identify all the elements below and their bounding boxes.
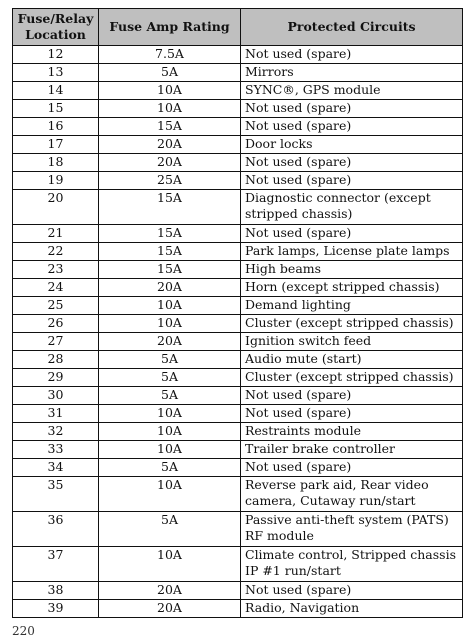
page-number: 220 bbox=[12, 624, 35, 638]
location-cell: 34 bbox=[13, 459, 99, 477]
rating-cell: 5A bbox=[99, 64, 241, 82]
rating-cell: 10A bbox=[99, 547, 241, 582]
table-row bbox=[13, 369, 463, 387]
location-cell: 26 bbox=[13, 315, 99, 333]
table-row bbox=[13, 387, 463, 405]
fuse-relay-table bbox=[12, 8, 463, 618]
table-row bbox=[13, 136, 463, 154]
rating-cell: 7.5A bbox=[99, 46, 241, 64]
rating-cell: 10A bbox=[99, 423, 241, 441]
location-cell: 38 bbox=[13, 582, 99, 600]
table-row bbox=[13, 172, 463, 190]
rating-cell: 15A bbox=[99, 261, 241, 279]
rating-cell: 15A bbox=[99, 118, 241, 136]
location-cell: 18 bbox=[13, 154, 99, 172]
location-cell: 30 bbox=[13, 387, 99, 405]
circuits-cell: Trailer brake controller bbox=[241, 441, 463, 459]
rating-cell: 20A bbox=[99, 600, 241, 618]
rating-cell: 10A bbox=[99, 441, 241, 459]
table-row bbox=[13, 190, 463, 225]
location-cell: 22 bbox=[13, 243, 99, 261]
table-row bbox=[13, 64, 463, 82]
rating-cell: 5A bbox=[99, 369, 241, 387]
circuits-cell: Reverse park aid, Rear video camera, Cutaway run/start bbox=[241, 477, 463, 512]
table-row bbox=[13, 297, 463, 315]
circuits-cell: Diagnostic connector (except stripped chassis) bbox=[241, 190, 463, 225]
table-row bbox=[13, 477, 463, 512]
circuits-cell: Not used (spare) bbox=[241, 225, 463, 243]
rating-cell: 10A bbox=[99, 100, 241, 118]
rating-cell: 20A bbox=[99, 279, 241, 297]
location-cell: 23 bbox=[13, 261, 99, 279]
location-cell: 31 bbox=[13, 405, 99, 423]
circuits-cell: Not used (spare) bbox=[241, 100, 463, 118]
table-row bbox=[13, 512, 463, 547]
location-cell: 27 bbox=[13, 333, 99, 351]
location-cell: 15 bbox=[13, 100, 99, 118]
header-location: Fuse/Relay Location bbox=[13, 9, 99, 46]
circuits-cell: Audio mute (start) bbox=[241, 351, 463, 369]
table-row bbox=[13, 333, 463, 351]
location-cell: 25 bbox=[13, 297, 99, 315]
location-cell: 33 bbox=[13, 441, 99, 459]
circuits-cell: Climate control, Stripped chassis IP #1 run/start bbox=[241, 547, 463, 582]
location-cell: 35 bbox=[13, 477, 99, 512]
table-header bbox=[13, 9, 463, 46]
table-row bbox=[13, 582, 463, 600]
rating-cell: 5A bbox=[99, 459, 241, 477]
table-row bbox=[13, 459, 463, 477]
location-cell: 14 bbox=[13, 82, 99, 100]
location-cell: 13 bbox=[13, 64, 99, 82]
circuits-cell: Restraints module bbox=[241, 423, 463, 441]
table-row bbox=[13, 261, 463, 279]
rating-cell: 20A bbox=[99, 136, 241, 154]
rating-cell: 15A bbox=[99, 225, 241, 243]
circuits-cell: Cluster (except stripped chassis) bbox=[241, 315, 463, 333]
rating-cell: 20A bbox=[99, 582, 241, 600]
table-row bbox=[13, 423, 463, 441]
table-row bbox=[13, 405, 463, 423]
table-row bbox=[13, 351, 463, 369]
rating-cell: 20A bbox=[99, 154, 241, 172]
location-cell: 39 bbox=[13, 600, 99, 618]
circuits-cell: Horn (except stripped chassis) bbox=[241, 279, 463, 297]
location-cell: 16 bbox=[13, 118, 99, 136]
rating-cell: 20A bbox=[99, 333, 241, 351]
table-body bbox=[13, 46, 463, 618]
rating-cell: 10A bbox=[99, 405, 241, 423]
header-row bbox=[13, 9, 463, 46]
location-cell: 32 bbox=[13, 423, 99, 441]
header-circuits: Protected Circuits bbox=[241, 9, 463, 46]
table-row bbox=[13, 441, 463, 459]
table-row bbox=[13, 279, 463, 297]
circuits-cell: Cluster (except stripped chassis) bbox=[241, 369, 463, 387]
table-row bbox=[13, 315, 463, 333]
circuits-cell: Ignition switch feed bbox=[241, 333, 463, 351]
circuits-cell: Not used (spare) bbox=[241, 387, 463, 405]
table-row bbox=[13, 600, 463, 618]
location-cell: 20 bbox=[13, 190, 99, 225]
rating-cell: 5A bbox=[99, 512, 241, 547]
table-row bbox=[13, 225, 463, 243]
location-cell: 17 bbox=[13, 136, 99, 154]
table-row bbox=[13, 547, 463, 582]
rating-cell: 25A bbox=[99, 172, 241, 190]
rating-cell: 15A bbox=[99, 190, 241, 225]
circuits-cell: Door locks bbox=[241, 136, 463, 154]
location-cell: 19 bbox=[13, 172, 99, 190]
table-row bbox=[13, 46, 463, 64]
rating-cell: 15A bbox=[99, 243, 241, 261]
circuits-cell: Mirrors bbox=[241, 64, 463, 82]
circuits-cell: Not used (spare) bbox=[241, 459, 463, 477]
circuits-cell: Not used (spare) bbox=[241, 154, 463, 172]
header-rating: Fuse Amp Rating bbox=[99, 9, 241, 46]
circuits-cell: Not used (spare) bbox=[241, 405, 463, 423]
rating-cell: 10A bbox=[99, 477, 241, 512]
location-cell: 36 bbox=[13, 512, 99, 547]
circuits-cell: Not used (spare) bbox=[241, 172, 463, 190]
rating-cell: 10A bbox=[99, 297, 241, 315]
circuits-cell: Passive anti-theft system (PATS) RF module bbox=[241, 512, 463, 547]
circuits-cell: Radio, Navigation bbox=[241, 600, 463, 618]
location-cell: 12 bbox=[13, 46, 99, 64]
rating-cell: 5A bbox=[99, 387, 241, 405]
location-cell: 24 bbox=[13, 279, 99, 297]
rating-cell: 10A bbox=[99, 315, 241, 333]
location-cell: 21 bbox=[13, 225, 99, 243]
circuits-cell: Not used (spare) bbox=[241, 46, 463, 64]
circuits-cell: High beams bbox=[241, 261, 463, 279]
table-row bbox=[13, 243, 463, 261]
circuits-cell: Park lamps, License plate lamps bbox=[241, 243, 463, 261]
table-row bbox=[13, 82, 463, 100]
rating-cell: 5A bbox=[99, 351, 241, 369]
table-row bbox=[13, 154, 463, 172]
circuits-cell: Demand lighting bbox=[241, 297, 463, 315]
circuits-cell: Not used (spare) bbox=[241, 118, 463, 136]
location-cell: 37 bbox=[13, 547, 99, 582]
location-cell: 29 bbox=[13, 369, 99, 387]
table-row bbox=[13, 100, 463, 118]
circuits-cell: SYNC®, GPS module bbox=[241, 82, 463, 100]
location-cell: 28 bbox=[13, 351, 99, 369]
rating-cell: 10A bbox=[99, 82, 241, 100]
circuits-cell: Not used (spare) bbox=[241, 582, 463, 600]
table-row bbox=[13, 118, 463, 136]
